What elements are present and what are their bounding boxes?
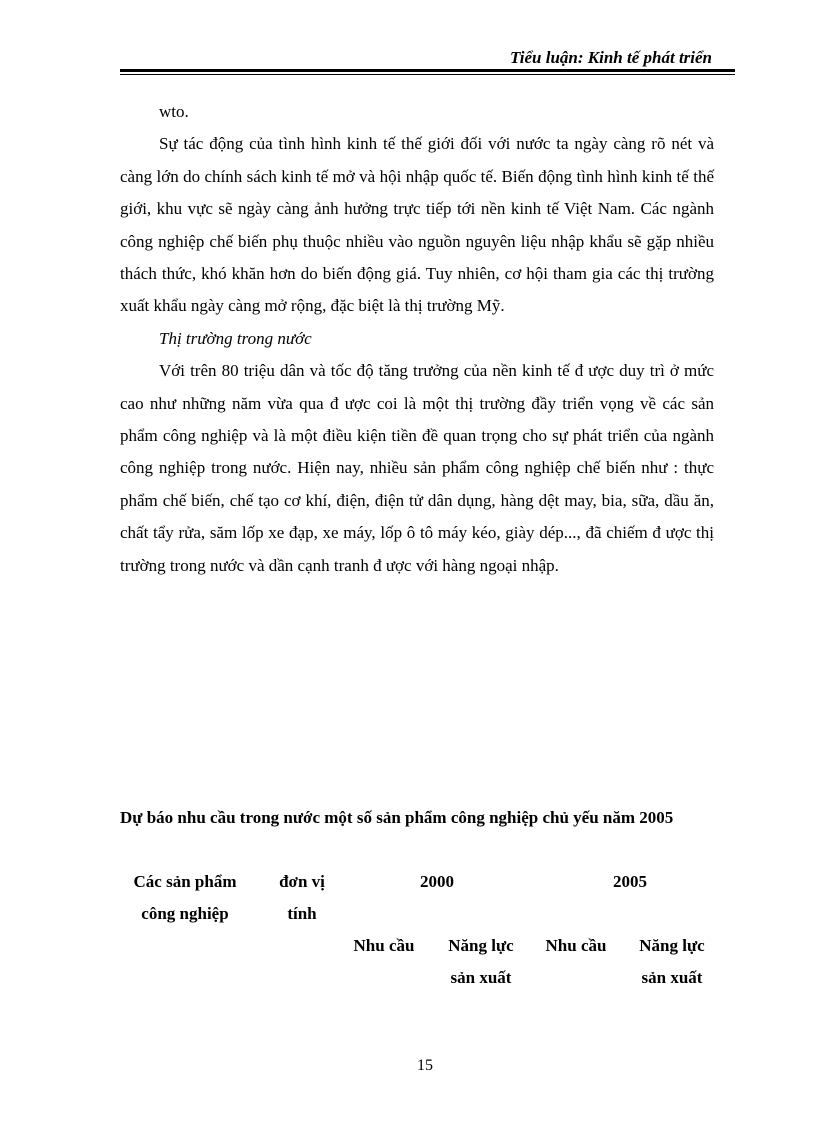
header-rule-thick bbox=[120, 69, 735, 72]
table-header-demand-2005: Nhu cầu bbox=[545, 936, 607, 955]
table-header-unit-line1: đơn vị bbox=[279, 872, 325, 891]
page-number: 15 bbox=[417, 1057, 433, 1074]
table-header-unit bbox=[262, 866, 342, 930]
table-header-capacity-2005-line2: sản xuất bbox=[641, 968, 703, 987]
table-title: Dự báo nhu cầu trong nước một số sản phẩm công nghiệp chủ yếu năm 2005 bbox=[120, 808, 674, 827]
table-header-year-2005: 2005 bbox=[613, 872, 647, 891]
table-header-capacity-2005 bbox=[627, 930, 717, 994]
table-header-capacity-2000-line2: sản xuất bbox=[450, 968, 512, 987]
paragraph-world-impact: Sự tác động của tình hình kinh tế thế giới đối với nước ta ngày càng rõ nét và càng lớn do chính sách kinh tế mở và hội nhập quốc tế. Biến động tình hình kinh tế thế giới, khu vực sẽ ngày càng ảnh hưởng trực tiếp tới nền kinh tế Việt Nam. Các ngành công nghiệp chế biến phụ thuộc nhiều vào nguồn nguyên liệu nhập khẩu sẽ gặp nhiều thách thức, khó khăn hơn do biến động giá. Tuy nhiên, cơ hội tham gia các thị trường xuất khẩu ngày càng mở rộng, đặc biệt là thị trường Mỹ. bbox=[120, 134, 714, 316]
table-header-product bbox=[120, 866, 250, 930]
paragraph-continuation: wto. bbox=[159, 102, 189, 121]
header-rule-thin bbox=[120, 74, 735, 75]
section-heading-domestic-market: Thị trường trong nước bbox=[159, 328, 312, 348]
body-text bbox=[120, 96, 714, 582]
table-header-capacity-2000-line1: Năng lực bbox=[448, 936, 514, 955]
table-header-unit-line2: tính bbox=[287, 904, 317, 923]
table-header-product-line1: Các sản phẩm bbox=[133, 872, 237, 891]
table-header-capacity-2000 bbox=[436, 930, 526, 994]
table-header-year-2000: 2000 bbox=[420, 872, 454, 891]
table-header-product-line2: công nghiệp bbox=[141, 904, 229, 923]
header-title: Tiểu luận: Kinh tế phát triển bbox=[510, 48, 712, 67]
table-header-demand-2000: Nhu cầu bbox=[353, 936, 415, 955]
paragraph-domestic-market: Với trên 80 triệu dân và tốc độ tăng trưởng của nền kinh tế đ ược duy trì ở mức cao như những năm vừa qua đ ược coi là một thị trường đầy triển vọng về các sản phẩm công nghiệp và là một điều kiện tiền đề quan trọng cho sự phát triển của ngành công nghiệp trong nước. Hiện nay, nhiều sản phẩm công nghiệp chế biến như : thực phẩm chế biến, chế tạo cơ khí, điện, điện tử dân dụng, hàng dệt may, bia, sữa, dầu ăn, chất tẩy rửa, săm lốp xe đạp, xe máy, lốp ô tô máy kéo, giày dép..., đã chiếm đ ược thị trường trong nước và dần cạnh tranh đ ược với hàng ngoại nhập. bbox=[120, 361, 714, 575]
table-header-capacity-2005-line1: Năng lực bbox=[639, 936, 705, 955]
